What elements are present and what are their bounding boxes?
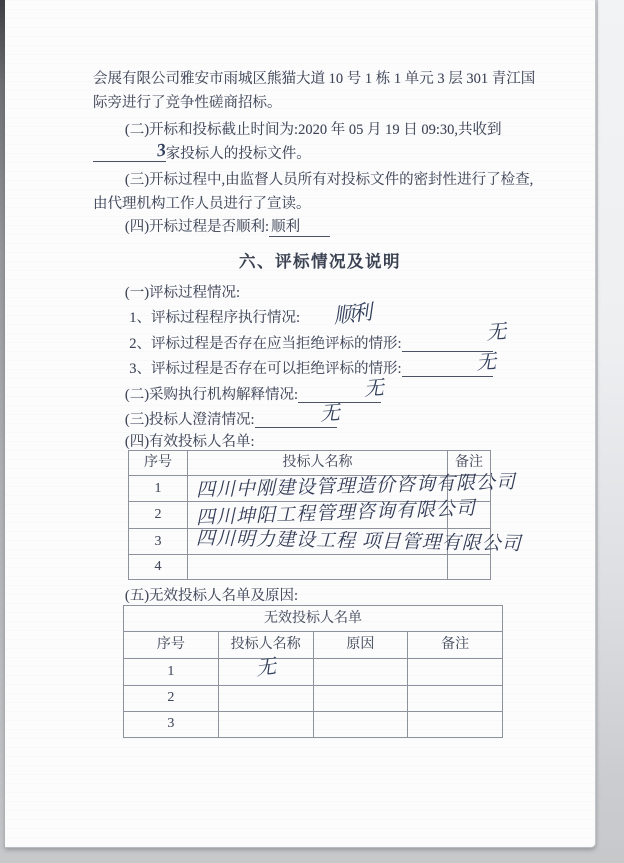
invalid-table-title-row (124, 606, 503, 632)
valid-row-1-no: 1 (129, 475, 188, 502)
invalid-row-3-no: 3 (124, 711, 219, 737)
eval-intro: (一)评标过程情况: (124, 284, 241, 301)
table-row (129, 528, 491, 555)
handwritten-count: 3 (155, 138, 167, 160)
valid-row-4-name (188, 555, 448, 580)
eval-item-2-handwritten: 无 (485, 320, 506, 344)
bid-open-text-before: (二)开标和投标截止时间为:2020 年 05 月 19 日 09:30,共收到 (124, 122, 502, 138)
purchase-explain-label: (二)采购执行机构解释情况: (124, 386, 299, 403)
invalid-header-name: 投标人名称 (218, 632, 313, 659)
valid-row-2-name-handwritten: 四川坤阳工程管理咨询有限公司 (195, 498, 477, 529)
valid-row-1-name (188, 471, 517, 502)
clarify-label: (三)投标人澄清情况: (124, 412, 255, 428)
invalid-header-no: 序号 (124, 632, 219, 659)
invalid-row-3-reason (313, 711, 408, 737)
handwritten-count-underline (93, 138, 167, 162)
document-page (5, 0, 596, 848)
clarify-underline (255, 402, 341, 428)
eval-item-1-handwritten: 顺利 (332, 300, 371, 328)
valid-header-name: 投标人名称 (188, 450, 448, 475)
invalid-row-2-no: 2 (124, 685, 219, 711)
valid-row-3-no: 3 (129, 528, 188, 555)
invalid-bidders-table (123, 605, 503, 738)
paragraph-open-smooth (93, 216, 547, 240)
table-row (124, 711, 503, 737)
invalid-row-2-reason (313, 685, 408, 711)
paragraph-address: 会展有限公司雅安市雨城区熊猫大道 10 号 1 栋 1 单元 3 层 301 青江国际旁进行了竞争性磋商招标。 (93, 71, 536, 111)
scan-edge-right (597, 0, 624, 849)
paragraph-bid-open (93, 119, 547, 166)
valid-row-2-no: 2 (129, 502, 188, 529)
invalid-row-1-name-handwritten: 无 (254, 655, 277, 681)
paragraph-seal-check: (三)开标过程中,由监督人员所有对投标文件的密封性进行了检查,由代理机构工作人员进行了宣读。 (93, 172, 534, 212)
valid-header-no: 序号 (129, 450, 188, 475)
invalid-row-1-reason (313, 659, 408, 686)
valid-row-3-name (188, 527, 522, 555)
table-row (124, 685, 503, 711)
table-row (129, 555, 491, 580)
valid-row-3-name-handwritten: 四川明力建设工程 项目管理有限公司 (195, 527, 522, 555)
eval-item-3-handwritten: 无 (475, 351, 496, 375)
valid-list-label: (四)有效投标人名单: (124, 433, 255, 450)
purchase-explain-handwritten: 无 (363, 376, 384, 401)
invalid-row-1-note (408, 659, 503, 686)
purchase-explain-underline (298, 376, 384, 403)
document-content (93, 68, 547, 738)
clarify (93, 402, 547, 433)
open-smooth-value: 顺利 (269, 219, 330, 237)
table-row (129, 502, 491, 529)
invalid-row-3-name (218, 711, 313, 737)
valid-bidders-table (128, 450, 522, 581)
valid-row-4-no: 4 (129, 555, 188, 580)
eval-item-3 (93, 351, 547, 382)
valid-row-1-name-handwritten: 四川中刚建设管理造价咨询有限公司 (195, 471, 517, 501)
eval-item-2-label: 2、评标过程是否存在应当拒绝评标的情形: (129, 335, 402, 352)
invalid-table-title: 无效投标人名单 (124, 606, 503, 632)
invalid-row-1-name (218, 655, 313, 686)
invalid-row-3-note (408, 711, 503, 737)
invalid-row-2-name (218, 685, 313, 711)
clarify-handwritten: 无 (319, 402, 341, 426)
eval-item-3-underline (402, 351, 496, 377)
valid-row-4-note (448, 555, 491, 580)
invalid-list-label: (五)无效投标人名单及原因: (124, 588, 299, 604)
invalid-header-reason: 原因 (313, 632, 408, 659)
valid-header-note: 备注 (448, 450, 491, 475)
eval-item-2-underline (402, 320, 506, 352)
invalid-table-header-row (124, 632, 503, 659)
open-smooth-label: (四)开标过程是否顺利: (124, 219, 270, 235)
bid-open-text-after: 家投标人的投标文件。 (165, 145, 311, 162)
invalid-header-note: 备注 (408, 632, 503, 659)
invalid-row-1-no: 1 (124, 659, 219, 686)
eval-item-1-label: 1、评标过程程序执行情况: (129, 310, 301, 326)
table-row (124, 659, 503, 686)
valid-row-2-name (188, 498, 477, 529)
invalid-row-2-note (408, 685, 503, 711)
section-title: 六、评标情况及说明 (239, 251, 401, 271)
eval-item-3-label: 3、评标过程是否存在可以拒绝评标的情形: (129, 361, 402, 377)
valid-table-header-row (129, 450, 491, 475)
